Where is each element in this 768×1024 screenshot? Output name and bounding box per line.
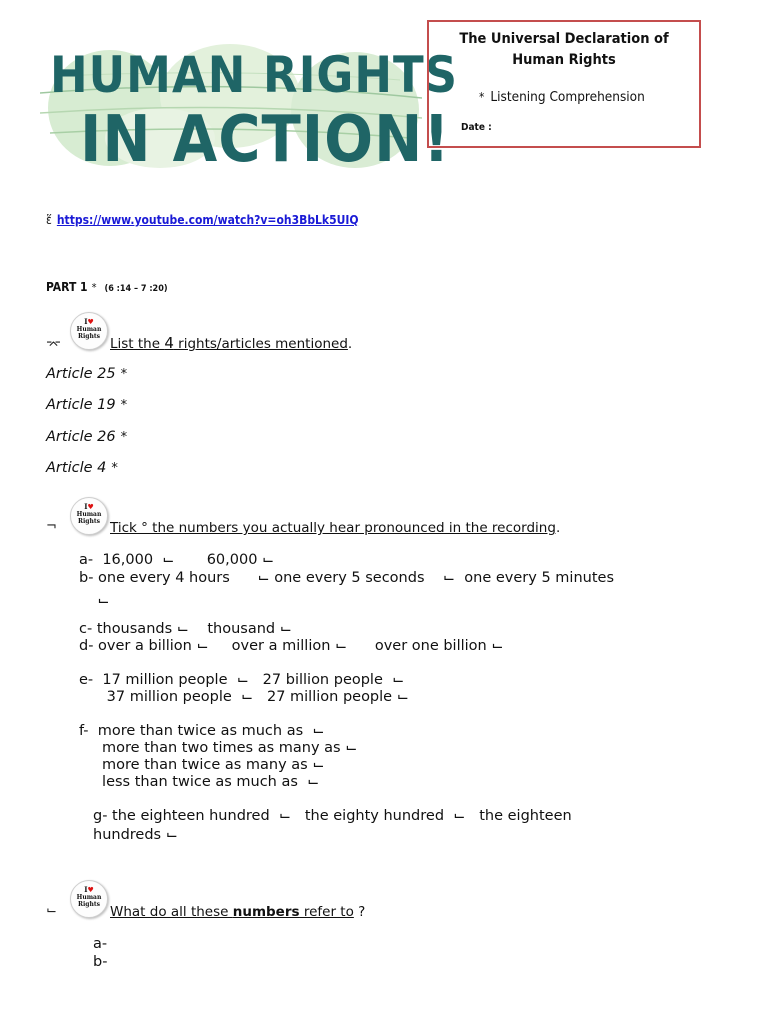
part-time-range: (6 :14 – 7 :20) — [104, 284, 168, 294]
asterisk-icon: * — [479, 90, 485, 104]
i-love-human-rights-badge: I♥ Human Rights — [70, 497, 108, 535]
part-heading — [46, 276, 168, 295]
i-love-human-rights-badge: I♥ Human Rights — [70, 312, 108, 350]
option-line[interactable]: hundreds ⌙ — [93, 827, 178, 843]
question-bullet-icon: ⌤ — [46, 338, 61, 353]
option-line[interactable]: c- thousands ⌙ thousand ⌙ — [79, 621, 292, 637]
logo-line-2: IN ACTION! — [80, 103, 451, 177]
answer-line: a- — [93, 936, 108, 952]
video-link-row — [46, 213, 359, 227]
article-item: Article 4 * — [46, 460, 118, 476]
i-love-human-rights-badge: I♥ Human Rights — [70, 880, 108, 918]
title-box — [427, 20, 701, 148]
link-bullet-icon: ἕ — [46, 213, 52, 227]
title-line-2: Human Rights — [512, 52, 616, 68]
option-line[interactable]: 37 million people ⌙ 27 million people ⌙ — [79, 689, 409, 705]
article-item: Article 26 * — [46, 429, 128, 445]
answer-line: b- — [93, 954, 108, 970]
option-line[interactable]: ⌙ — [79, 593, 110, 609]
human-rights-in-action-logo — [40, 38, 459, 178]
option-line[interactable]: b- one every 4 hours ⌙ one every 5 seconds ⌙ one every 5 minutes — [79, 570, 614, 586]
document-title — [443, 29, 685, 71]
article-item: Article 19 * — [46, 397, 128, 413]
video-link[interactable]: https://www.youtube.com/watch?v=oh3BbLk5UIQ — [56, 213, 359, 227]
question-3: What do all these numbers refer to ? — [110, 904, 366, 920]
document-subtitle — [479, 89, 645, 105]
option-line[interactable]: d- over a billion ⌙ over a million ⌙ over one billion ⌙ — [79, 638, 504, 654]
date-label: Date : — [461, 122, 492, 133]
option-line[interactable]: g- the eighteen hundred ⌙ the eighty hundred ⌙ the eighteen — [93, 808, 572, 824]
option-line[interactable]: less than twice as much as ⌙ — [79, 774, 320, 790]
subtitle-text: Listening Comprehension — [490, 89, 645, 105]
part-marker: * — [91, 281, 97, 294]
question-bullet-icon: ¬ — [46, 519, 57, 534]
question-1: List the 4 rights/articles mentioned. — [110, 334, 353, 352]
option-line[interactable]: a- 16,000 ⌙ 60,000 ⌙ — [79, 552, 275, 568]
heart-icon: ♥ — [87, 317, 94, 326]
logo-line-1: HUMAN RIGHTS — [50, 46, 459, 104]
option-line[interactable]: e- 17 million people ⌙ 27 billion people ⌙ — [79, 672, 405, 688]
option-line[interactable]: more than two times as many as ⌙ — [79, 740, 358, 756]
heart-icon: ♥ — [87, 502, 94, 511]
title-line-1: The Universal Declaration of — [459, 31, 669, 47]
article-item: Article 25 * — [46, 366, 128, 382]
heart-icon: ♥ — [87, 885, 94, 894]
option-line[interactable]: f- more than twice as much as ⌙ — [79, 723, 325, 739]
question-bullet-icon: ⌙ — [46, 903, 57, 918]
question-2: Tick ° the numbers you actually hear pronounced in the recording. — [110, 520, 561, 536]
part-title: PART 1 — [46, 280, 88, 294]
option-line[interactable]: more than twice as many as ⌙ — [79, 757, 325, 773]
